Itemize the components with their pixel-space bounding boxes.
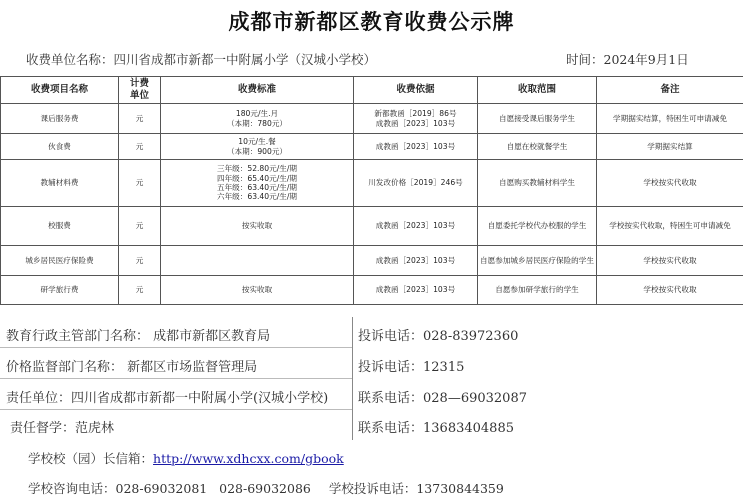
fee-scope: 自愿接受课后服务学生 bbox=[478, 104, 597, 134]
divider bbox=[0, 409, 352, 410]
divider bbox=[0, 378, 352, 379]
fee-basis: 成教函［2023］103号 bbox=[354, 207, 478, 246]
fee-scope: 自愿参加研学旅行的学生 bbox=[478, 276, 597, 305]
fee-standard: 10元/生.餐 （本期：900元） bbox=[161, 134, 354, 160]
price-dept: 价格监督部门名称： 新都区市场监督管理局 bbox=[6, 360, 258, 375]
supervisor: 责任督学：范虎林 bbox=[10, 421, 115, 436]
column-header: 收费依据 bbox=[354, 77, 478, 104]
complaint-phone: 13730844359 bbox=[416, 481, 504, 496]
divider bbox=[352, 317, 353, 440]
column-header: 收费标准 bbox=[161, 77, 354, 104]
table-header-row bbox=[1, 77, 743, 104]
fee-unit: 元 bbox=[119, 104, 161, 134]
fee-basis: 成教函［2023］103号 bbox=[354, 134, 478, 160]
fee-note: 学校按实代收取 bbox=[597, 160, 743, 207]
column-header: 收取范围 bbox=[478, 77, 597, 104]
fee-note: 学期据实结算 bbox=[597, 134, 743, 160]
fee-basis: 新都教函［2019］86号 成教函［2023］103号 bbox=[354, 104, 478, 134]
fee-note: 学期据实结算，特困生可申请减免 bbox=[597, 104, 743, 134]
fee-standard: 三年级：52.80元/生/期 四年级：65.40元/生/期 五年级：63.40元/生/期 六年级：63.40元/生/期 bbox=[161, 160, 354, 207]
fee-note: 学校按实代收取 bbox=[597, 276, 743, 305]
publish-date: 时间：2024年9月1日 bbox=[566, 52, 689, 67]
contact-info-block bbox=[0, 317, 743, 440]
table-row bbox=[1, 134, 743, 160]
admin-phone: 投诉电话：028-83972360 bbox=[358, 329, 519, 344]
table-row bbox=[1, 276, 743, 305]
principal-mailbox bbox=[28, 449, 344, 467]
school-phones bbox=[28, 479, 504, 497]
supervisor-phone: 联系电话：13683404885 bbox=[358, 421, 514, 436]
table-row bbox=[1, 104, 743, 134]
fee-standard: 按实收取 bbox=[161, 207, 354, 246]
fee-basis: 川发改价格［2019］246号 bbox=[354, 160, 478, 207]
consult-label: 学校咨询电话： bbox=[28, 481, 116, 496]
fee-scope: 自愿参加城乡居民医疗保险的学生 bbox=[478, 246, 597, 276]
responsible-unit: 责任单位：四川省成都市新都一中附属小学(汉城小学校) bbox=[6, 391, 329, 406]
fee-name: 教辅材料费 bbox=[1, 160, 119, 207]
fee-note: 学校按实代收取，特困生可申请减免 bbox=[597, 207, 743, 246]
admin-dept: 教育行政主管部门名称： 成都市新都区教育局 bbox=[6, 329, 271, 344]
fee-standard: 按实收取 bbox=[161, 276, 354, 305]
price-phone: 投诉电话：12315 bbox=[358, 360, 465, 375]
fee-unit: 元 bbox=[119, 207, 161, 246]
mailbox-link[interactable]: http://www.xdhcxx.com/gbook bbox=[153, 451, 344, 466]
consult-phones: 028-69032081 028-69032086 bbox=[115, 481, 311, 496]
fee-table bbox=[0, 76, 743, 305]
fee-unit: 元 bbox=[119, 276, 161, 305]
page-title: 成都市新都区教育收费公示牌 bbox=[228, 10, 515, 34]
fee-name: 伙食费 bbox=[1, 134, 119, 160]
fee-name: 课后服务费 bbox=[1, 104, 119, 134]
complaint-label: 学校投诉电话： bbox=[328, 481, 417, 496]
fee-name: 校服费 bbox=[1, 207, 119, 246]
column-header: 收费项目名称 bbox=[1, 77, 119, 104]
fee-scope: 自愿委托学校代办校服的学生 bbox=[478, 207, 597, 246]
table-row bbox=[1, 207, 743, 246]
fee-unit: 元 bbox=[119, 246, 161, 276]
fee-unit: 元 bbox=[119, 134, 161, 160]
fee-name: 城乡居民医疗保险费 bbox=[1, 246, 119, 276]
divider bbox=[0, 347, 352, 348]
fee-standard: 180元/生.月 （本期：780元） bbox=[161, 104, 354, 134]
column-header: 备注 bbox=[597, 77, 743, 104]
fee-note: 学校按实代收取 bbox=[597, 246, 743, 276]
table-row bbox=[1, 160, 743, 207]
column-header: 计费 单位 bbox=[119, 77, 161, 104]
fee-standard bbox=[161, 246, 354, 276]
fee-basis: 成教函［2023］103号 bbox=[354, 246, 478, 276]
fee-unit: 元 bbox=[119, 160, 161, 207]
fee-scope: 自愿购买教辅材料学生 bbox=[478, 160, 597, 207]
charging-unit: 收费单位名称：四川省成都市新都一中附属小学（汉城小学校） bbox=[26, 52, 377, 67]
fee-basis: 成教函［2023］103号 bbox=[354, 276, 478, 305]
mailbox-label: 学校校（园）长信箱： bbox=[28, 451, 154, 466]
fee-scope: 自愿在校就餐学生 bbox=[478, 134, 597, 160]
table-row bbox=[1, 246, 743, 276]
fee-name: 研学旅行费 bbox=[1, 276, 119, 305]
responsible-phone: 联系电话：028—69032087 bbox=[358, 391, 527, 406]
